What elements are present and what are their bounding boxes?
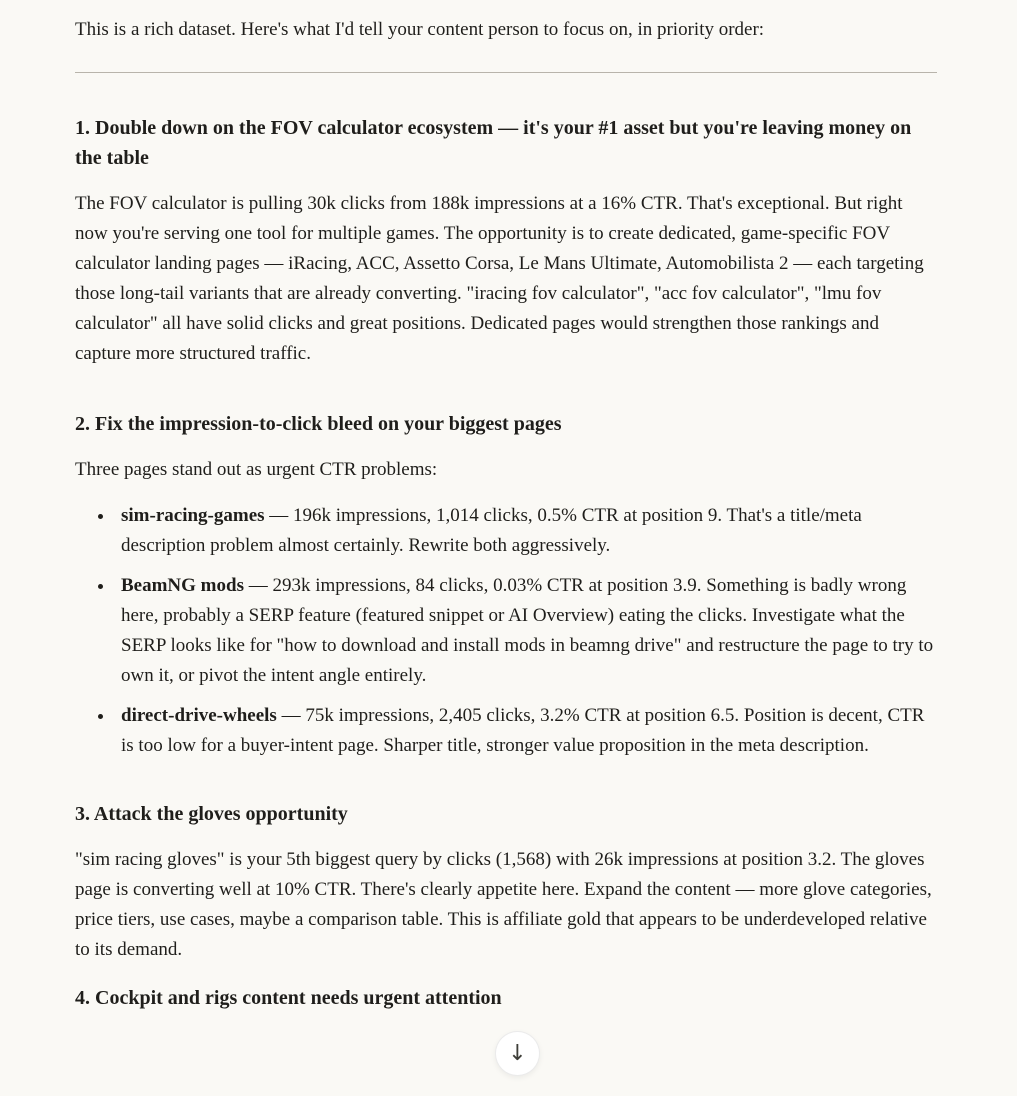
down-arrow-icon: ↓ [508, 1040, 527, 1066]
list-item-term: BeamNG mods [121, 575, 244, 596]
list-item [115, 571, 937, 691]
section-4-heading: 4. Cockpit and rigs content needs urgent attention [75, 987, 502, 1009]
section-divider [75, 72, 937, 73]
ctr-problem-list [75, 501, 937, 761]
section-3-paragraph: "sim racing gloves" is your 5th biggest query by clicks (1,568) with 26k impressions at position 3.2. The gloves page is converting well at 10% CTR. There's clearly appetite here. Expand the content — more glove categories, price tiers, use cases, maybe a comparison table. This is affiliate gold that appears to be underdeveloped relative to its demand. [75, 849, 932, 960]
scroll-to-bottom-button[interactable] [495, 1031, 540, 1076]
section-1-heading: 1. Double down on the FOV calculator ecosystem — it's your #1 asset but you're leaving money on the table [75, 117, 912, 169]
list-item [115, 501, 937, 561]
list-item [115, 701, 937, 761]
list-item-text: — 196k impressions, 1,014 clicks, 0.5% CTR at position 9. That's a title/meta description problem almost certainly. Rewrite both aggressively. [121, 505, 862, 556]
list-item-term: sim-racing-games [121, 505, 265, 526]
list-item-text: — 293k impressions, 84 clicks, 0.03% CTR at position 3.9. Something is badly wrong here, probably a SERP feature (featured snippet or AI Overview) eating the clicks. Investigate what the SERP looks like for "how to download and install mods in beamng drive" and restructure the page to try to own it, or pivot the intent angle entirely. [121, 575, 934, 686]
intro-paragraph: This is a rich dataset. Here's what I'd tell your content person to focus on, in priority order: [75, 19, 765, 40]
section-2-heading: 2. Fix the impression-to-click bleed on your biggest pages [75, 413, 562, 435]
list-item-text: — 75k impressions, 2,405 clicks, 3.2% CTR at position 6.5. Position is decent, CTR is too low for a buyer-intent page. Sharper title, stronger value proposition in the meta description. [121, 705, 925, 756]
section-2-paragraph: Three pages stand out as urgent CTR problems: [75, 459, 438, 480]
list-item-term: direct-drive-wheels [121, 705, 277, 726]
section-3-heading: 3. Attack the gloves opportunity [75, 803, 348, 825]
section-1-paragraph: The FOV calculator is pulling 30k clicks from 188k impressions at a 16% CTR. That's exceptional. But right now you're serving one tool for multiple games. The opportunity is to create dedicated, game-specific FOV calculator landing pages — iRacing, ACC, Assetto Corsa, Le Mans Ultimate, Automobilista 2 — each targeting those long-tail variants that are already converting. "iracing fov calculator", "acc fov calculator", "lmu fov calculator" all have solid clicks and great positions. Dedicated pages would strengthen those rankings and capture more structured traffic. [75, 193, 924, 364]
